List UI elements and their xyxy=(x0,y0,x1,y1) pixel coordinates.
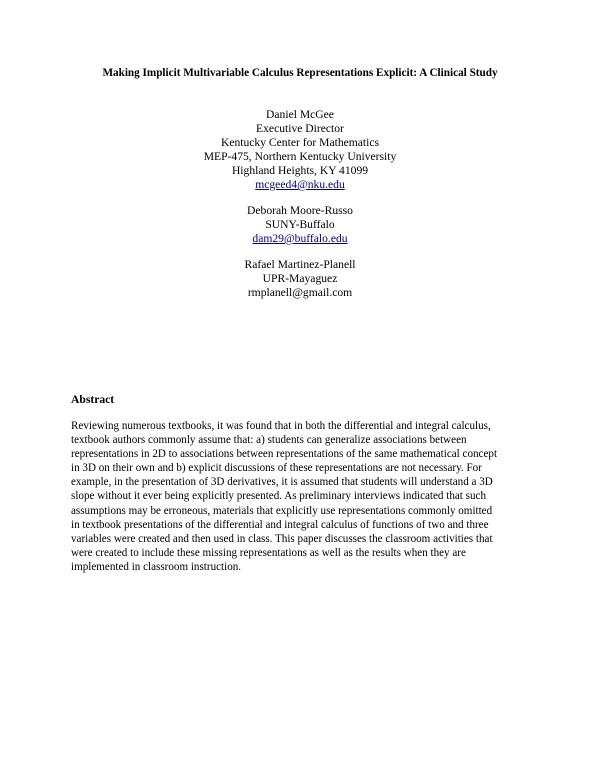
author-name: Rafael Martinez-Planell xyxy=(244,258,356,271)
author-affiliation-line: Highland Heights, KY 41099 xyxy=(231,164,369,177)
abstract-heading: Abstract xyxy=(71,393,115,406)
abstract-line: assumptions may be erroneous, materials that explicitly use representations commonly omitted xyxy=(71,504,493,517)
author-affiliation-line: SUNY-Buffalo xyxy=(265,218,335,231)
abstract-line: in textbook presentations of the differential and integral calculus of functions of two and three xyxy=(71,518,489,531)
author-block xyxy=(0,258,600,300)
abstract-line: were created to include these missing representations as well as the results when they are xyxy=(71,546,466,559)
author-affiliation-line: UPR-Mayaguez xyxy=(262,272,338,285)
abstract-line: representations in 2D to associations between representations of the same mathematical concept xyxy=(71,448,498,461)
abstract-line: slope without it ever being explicitly presented. As preliminary interviews indicated that such xyxy=(71,490,486,503)
abstract-line: implemented in classroom instruction. xyxy=(71,560,242,573)
author-email-link[interactable]: dam29@buffalo.edu xyxy=(252,232,348,245)
author-affiliation-line: MEP-475, Northern Kentucky University xyxy=(203,150,397,163)
author-affiliation-line: Kentucky Center for Mathematics xyxy=(220,136,380,149)
author-block xyxy=(0,108,600,192)
author-list xyxy=(0,108,600,312)
author-email: rmplanell@gmail.com xyxy=(247,286,353,299)
abstract-body xyxy=(71,419,533,574)
author-affiliation-line: Executive Director xyxy=(256,122,344,135)
author-email-link[interactable]: mcgeed4@nku.edu xyxy=(255,178,345,191)
abstract-line: Reviewing numerous textbooks, it was found that in both the differential and integral calculus, xyxy=(71,420,491,432)
abstract-line: example, in the presentation of 3D derivatives, it is assumed that students will understand a 3D xyxy=(71,476,493,489)
author-name: Deborah Moore-Russo xyxy=(247,204,353,217)
author-name: Daniel McGee xyxy=(266,108,334,121)
abstract-line: variables were created and then used in class. This paper discusses the classroom activities that xyxy=(71,532,493,545)
author-block xyxy=(0,204,600,246)
abstract-line: textbook authors commonly assume that: a) students can generalize associations between xyxy=(71,434,467,447)
paper-title: Making Implicit Multivariable Calculus Representations Explicit: A Clinical Study xyxy=(102,67,498,79)
abstract-line: in 3D on their own and b) explicit discussions of these representations are not necessary. For xyxy=(71,462,482,475)
